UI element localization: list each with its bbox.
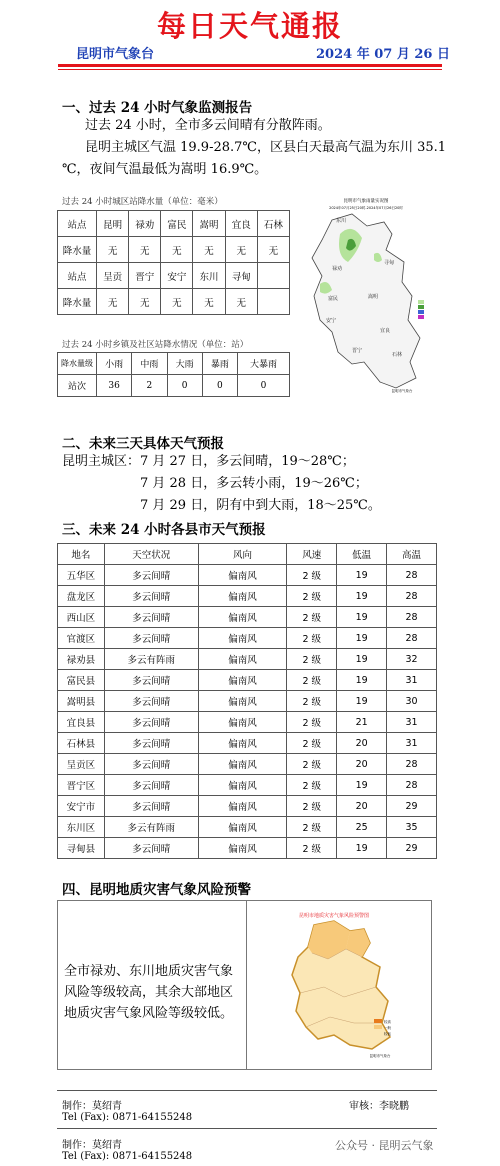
table-cell: 降水量 bbox=[58, 237, 97, 263]
table-row bbox=[58, 289, 290, 315]
tel-label: Tel (Fax): bbox=[62, 1151, 110, 1162]
table-cell: 2 bbox=[132, 375, 167, 397]
table-cell: 站次 bbox=[58, 375, 97, 397]
section2-heading: 二、未来三天具体天气预报 bbox=[62, 436, 224, 452]
table-cell: 晋宁区 bbox=[58, 775, 105, 796]
table-cell: 19 bbox=[337, 586, 387, 607]
table-cell: 2 级 bbox=[287, 838, 337, 859]
table-cell: 偏南风 bbox=[198, 586, 287, 607]
table-row bbox=[58, 628, 437, 649]
section2-line2: 7 月 28 日，多云转小雨，19～26℃； bbox=[140, 476, 368, 491]
table-cell: 偏南风 bbox=[198, 754, 287, 775]
table-cell: 偏南风 bbox=[198, 796, 287, 817]
header-rule-thick bbox=[58, 64, 442, 67]
table-cell: 安宁市 bbox=[58, 796, 105, 817]
table-cell: 2 级 bbox=[287, 607, 337, 628]
table-cell: 站点 bbox=[58, 211, 97, 237]
table-cell: 2 级 bbox=[287, 712, 337, 733]
table-cell bbox=[257, 263, 289, 289]
map-label: 富民 bbox=[328, 296, 339, 302]
column-header: 高温 bbox=[387, 544, 437, 565]
table-cell: 多云间晴 bbox=[104, 775, 198, 796]
table-cell: 偏南风 bbox=[198, 691, 287, 712]
table-cell: 多云有阵雨 bbox=[104, 649, 198, 670]
table-row bbox=[58, 733, 437, 754]
table-cell: 东川 bbox=[193, 263, 225, 289]
table-cell: 19 bbox=[337, 691, 387, 712]
table-cell: 19 bbox=[337, 628, 387, 649]
table-cell: 多云有阵雨 bbox=[104, 817, 198, 838]
map-label: 嵩明 bbox=[368, 294, 379, 300]
map-label: 晋宁 bbox=[352, 348, 363, 354]
table-cell: 寻甸县 bbox=[58, 838, 105, 859]
account-watermark: 公众号 · 昆明云气象 bbox=[335, 1139, 434, 1152]
map-label: 东川 bbox=[336, 218, 347, 224]
table-cell: 19 bbox=[337, 649, 387, 670]
table-cell: 偏南风 bbox=[198, 607, 287, 628]
table-row bbox=[58, 649, 437, 670]
table-cell: 21 bbox=[337, 712, 387, 733]
table-cell: 2 级 bbox=[287, 796, 337, 817]
table-cell: 0 bbox=[167, 375, 202, 397]
table-cell: 偏南风 bbox=[198, 712, 287, 733]
map-label: 石林 bbox=[392, 352, 403, 358]
table-row bbox=[58, 586, 437, 607]
table-row bbox=[58, 211, 290, 237]
section4-heading: 四、昆明地质灾害气象风险预警 bbox=[62, 882, 251, 898]
map-label: 寻甸 bbox=[384, 260, 395, 266]
column-header: 风速 bbox=[287, 544, 337, 565]
table-cell: 无 bbox=[97, 289, 129, 315]
table-cell: 偏南风 bbox=[198, 628, 287, 649]
table-cell: 富民 bbox=[161, 211, 193, 237]
table-row bbox=[58, 565, 437, 586]
table-cell: 偏南风 bbox=[198, 817, 287, 838]
table-cell: 多云间晴 bbox=[104, 586, 198, 607]
legend-label: 较低 bbox=[384, 1032, 391, 1036]
table-cell: 无 bbox=[161, 289, 193, 315]
table-cell: 无 bbox=[129, 289, 161, 315]
table-cell: 石林县 bbox=[58, 733, 105, 754]
rainfall-map bbox=[292, 192, 440, 412]
table-cell: 25 bbox=[337, 817, 387, 838]
tel-label: Tel (Fax): bbox=[62, 1112, 110, 1123]
table-cell: 偏南风 bbox=[198, 733, 287, 754]
maker-name: 莫绍青 bbox=[92, 1101, 122, 1112]
table-cell: 多云间晴 bbox=[104, 754, 198, 775]
table-row bbox=[58, 775, 437, 796]
table-cell: 降水量 bbox=[58, 289, 97, 315]
column-header: 地名 bbox=[58, 544, 105, 565]
table-cell: 20 bbox=[337, 733, 387, 754]
table-cell: 暴雨 bbox=[202, 353, 237, 375]
table-cell: 小雨 bbox=[97, 353, 132, 375]
table-cell: 2 级 bbox=[287, 565, 337, 586]
table-row bbox=[58, 838, 437, 859]
table-cell: 32 bbox=[387, 649, 437, 670]
geo-hazard-map-title: 昆明市地质灾害气象风险预警图 bbox=[298, 913, 370, 919]
issue-date: 2024 年 07 月 26 日 bbox=[316, 47, 450, 62]
section2-line1: 昆明主城区：7 月 27 日，多云间晴，19～28℃； bbox=[62, 454, 355, 469]
table-cell: 31 bbox=[387, 712, 437, 733]
section1-line1: 过去 24 小时，全市多云间晴有分散阵雨。 bbox=[85, 118, 331, 133]
table-cell: 28 bbox=[387, 586, 437, 607]
tel-number: 0871-64155248 bbox=[112, 1151, 193, 1162]
legend-label: 较高 bbox=[384, 1020, 391, 1024]
table-row bbox=[58, 712, 437, 733]
table-cell: 2 级 bbox=[287, 733, 337, 754]
township-rainfall-table bbox=[57, 352, 290, 397]
footer-tel bbox=[62, 1112, 192, 1123]
table-cell: 19 bbox=[337, 670, 387, 691]
table-cell: 禄劝县 bbox=[58, 649, 105, 670]
legend-label: 一般 bbox=[384, 1026, 391, 1030]
table-cell: 19 bbox=[337, 607, 387, 628]
table-cell: 28 bbox=[387, 628, 437, 649]
table-cell: 2 级 bbox=[287, 691, 337, 712]
map-label: 安宁 bbox=[326, 318, 337, 324]
table-cell: 2 级 bbox=[287, 670, 337, 691]
table-cell: 多云间晴 bbox=[104, 628, 198, 649]
footer-rule bbox=[57, 1128, 437, 1129]
table-cell: 偏南风 bbox=[198, 670, 287, 691]
table-cell: 西山区 bbox=[58, 607, 105, 628]
table-cell: 无 bbox=[129, 237, 161, 263]
table-cell: 富民县 bbox=[58, 670, 105, 691]
table-cell: 寻甸 bbox=[225, 263, 257, 289]
table-cell: 30 bbox=[387, 691, 437, 712]
county-forecast-table bbox=[57, 543, 437, 859]
table-cell: 31 bbox=[387, 733, 437, 754]
table-cell: 晋宁 bbox=[129, 263, 161, 289]
section1-line2: 昆明主城区气温 19.9-28.7℃，区县白天最高气温为东川 35.1 bbox=[85, 140, 447, 155]
geo-hazard-warning-text: 全市禄劝、东川地质灾害气象风险等级较高，其余大部地区地质灾害气象风险等级较低。 bbox=[64, 964, 234, 1021]
table-cell: 2 级 bbox=[287, 817, 337, 838]
table-cell: 多云间晴 bbox=[104, 838, 198, 859]
table-cell: 29 bbox=[387, 796, 437, 817]
table-cell: 多云间晴 bbox=[104, 691, 198, 712]
table-cell: 无 bbox=[161, 237, 193, 263]
column-header: 风向 bbox=[198, 544, 287, 565]
table-cell: 19 bbox=[337, 838, 387, 859]
table-row bbox=[58, 263, 290, 289]
table-cell: 29 bbox=[387, 838, 437, 859]
table-cell: 昆明 bbox=[97, 211, 129, 237]
table-cell: 石林 bbox=[257, 211, 289, 237]
rainfall-map-subtitle: 2024年07月25日20时-2024年07月26日20时 bbox=[329, 206, 403, 210]
table-cell: 偏南风 bbox=[198, 649, 287, 670]
table-cell: 安宁 bbox=[161, 263, 193, 289]
table-cell: 多云间晴 bbox=[104, 565, 198, 586]
table-cell bbox=[257, 289, 289, 315]
map-label: 宜良 bbox=[380, 328, 391, 334]
table-cell: 盘龙区 bbox=[58, 586, 105, 607]
table-cell: 站点 bbox=[58, 263, 97, 289]
table-cell: 多云间晴 bbox=[104, 670, 198, 691]
geo-hazard-map-issuer: 昆明市气象台 bbox=[369, 1054, 391, 1058]
rainfall-legend bbox=[418, 300, 424, 319]
table-cell: 大雨 bbox=[167, 353, 202, 375]
table-cell: 2 级 bbox=[287, 775, 337, 796]
box-divider bbox=[246, 901, 247, 1069]
table-cell: 19 bbox=[337, 565, 387, 586]
maker-label: 制作： bbox=[62, 1101, 92, 1112]
rainfall-map-issuer: 昆明市气象台 bbox=[391, 389, 413, 393]
table-cell: 偏南风 bbox=[198, 838, 287, 859]
table-cell: 宜良 bbox=[225, 211, 257, 237]
table-cell: 0 bbox=[238, 375, 290, 397]
table-cell: 无 bbox=[193, 289, 225, 315]
city-rainfall-table bbox=[57, 210, 290, 315]
map-label: 禄劝 bbox=[332, 266, 343, 272]
table-row bbox=[58, 237, 290, 263]
table-cell: 35 bbox=[387, 817, 437, 838]
table-cell: 无 bbox=[257, 237, 289, 263]
table-cell: 嵩明 bbox=[193, 211, 225, 237]
table-row bbox=[58, 607, 437, 628]
issuer-name: 昆明市气象台 bbox=[76, 47, 155, 62]
table-cell: 无 bbox=[97, 237, 129, 263]
table-cell: 中雨 bbox=[132, 353, 167, 375]
section1-line3: ℃，夜间气温最低为嵩明 16.9℃。 bbox=[62, 162, 268, 177]
reviewer-name: 李晓鹏 bbox=[379, 1101, 409, 1112]
table-cell: 呈贡 bbox=[97, 263, 129, 289]
section3-heading: 三、未来 24 小时各县市天气预报 bbox=[62, 522, 266, 538]
geo-hazard-map bbox=[254, 907, 426, 1065]
table-cell: 降水量级 bbox=[58, 353, 97, 375]
header-rule-thin bbox=[58, 69, 442, 70]
table-cell: 无 bbox=[225, 237, 257, 263]
table-cell: 五华区 bbox=[58, 565, 105, 586]
rainfall-map-title: 昆明市气象雨量实况图 bbox=[343, 199, 389, 204]
table-header-row bbox=[58, 544, 437, 565]
table-cell: 偏南风 bbox=[198, 775, 287, 796]
table1-caption: 过去 24 小时城区站降水量（单位：毫米） bbox=[62, 197, 223, 207]
table-cell: 2 级 bbox=[287, 628, 337, 649]
footer-maker-copy bbox=[62, 1136, 122, 1151]
table-cell: 20 bbox=[337, 754, 387, 775]
table2-caption: 过去 24 小时乡镇及社区站降水情况（单位：站） bbox=[62, 340, 249, 350]
bulletin-title: 每日天气通报 bbox=[156, 9, 343, 43]
table-cell: 宜良县 bbox=[58, 712, 105, 733]
table-cell: 19 bbox=[337, 775, 387, 796]
geo-hazard-warning-box bbox=[57, 900, 432, 1070]
table-row bbox=[58, 670, 437, 691]
table-row bbox=[58, 754, 437, 775]
table-cell: 多云间晴 bbox=[104, 607, 198, 628]
table-cell: 0 bbox=[202, 375, 237, 397]
table-cell: 28 bbox=[387, 607, 437, 628]
section1-heading: 一、过去 24 小时气象监测报告 bbox=[62, 100, 253, 116]
table-cell: 多云间晴 bbox=[104, 712, 198, 733]
table-row bbox=[58, 375, 290, 397]
table-cell: 禄劝 bbox=[129, 211, 161, 237]
table-row bbox=[58, 796, 437, 817]
table-cell: 28 bbox=[387, 565, 437, 586]
table-cell: 呈贡区 bbox=[58, 754, 105, 775]
column-header: 天空状况 bbox=[104, 544, 198, 565]
table-cell: 嵩明县 bbox=[58, 691, 105, 712]
table-cell: 大暴雨 bbox=[238, 353, 290, 375]
table-cell: 36 bbox=[97, 375, 132, 397]
reviewer-label: 审核： bbox=[349, 1101, 379, 1112]
table-cell: 28 bbox=[387, 754, 437, 775]
table-cell: 多云间晴 bbox=[104, 796, 198, 817]
section2-line3: 7 月 29 日，阴有中到大雨，18～25℃。 bbox=[140, 498, 381, 513]
column-header: 低温 bbox=[337, 544, 387, 565]
table-cell: 2 级 bbox=[287, 649, 337, 670]
table-cell: 无 bbox=[193, 237, 225, 263]
maker-name: 莫绍青 bbox=[92, 1140, 122, 1151]
tel-number: 0871-64155248 bbox=[112, 1112, 193, 1123]
table-cell: 31 bbox=[387, 670, 437, 691]
table-cell: 官渡区 bbox=[58, 628, 105, 649]
table-row bbox=[58, 817, 437, 838]
footer-reviewer bbox=[349, 1097, 409, 1112]
table-cell: 东川区 bbox=[58, 817, 105, 838]
table-cell: 无 bbox=[225, 289, 257, 315]
table-cell: 偏南风 bbox=[198, 565, 287, 586]
table-cell: 2 级 bbox=[287, 586, 337, 607]
table-row bbox=[58, 691, 437, 712]
maker-label: 制作： bbox=[62, 1140, 92, 1151]
table-cell: 2 级 bbox=[287, 754, 337, 775]
footer-maker bbox=[62, 1097, 122, 1112]
table-cell: 20 bbox=[337, 796, 387, 817]
table-row bbox=[58, 353, 290, 375]
footer-rule bbox=[57, 1090, 437, 1091]
footer-tel-copy bbox=[62, 1151, 192, 1162]
table-cell: 多云间晴 bbox=[104, 733, 198, 754]
table-cell: 28 bbox=[387, 775, 437, 796]
